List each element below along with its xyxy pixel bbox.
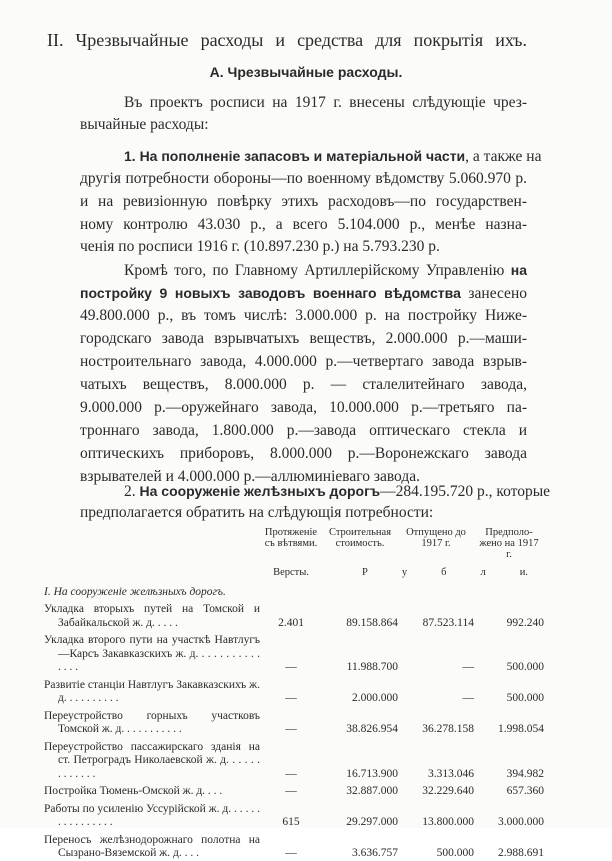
unit-letter: и.	[519, 567, 528, 578]
section-title: II. Чрезвычайные расходы и средства для покрытія ихъ.	[47, 30, 527, 50]
text: занесено	[460, 285, 527, 302]
text: Кромѣ того, по Главному Артиллерійскому Управленію	[124, 262, 511, 279]
paragraph-line: оптическихъ приборовъ, 8.000.000 р.—Воронежскаго завода	[80, 445, 527, 462]
cell-planned: 992.240	[506, 616, 544, 629]
cell-planned: 657.360	[506, 785, 544, 797]
bold-text: на	[510, 262, 527, 278]
cell-cost: 3.636.757	[352, 847, 398, 859]
cell-length: —	[285, 661, 297, 673]
text: 2.	[124, 483, 140, 500]
row-label: Развитіе станціи Навтлугъ Закавказскихъ ж. д. . . . . . . . . .	[44, 678, 260, 704]
cell-length: —	[285, 723, 297, 735]
item-heading: 1. На пополненіе запасовъ и матеріальной части	[124, 148, 466, 164]
col-released: Отпущено до 1917 г.	[406, 527, 466, 549]
cell-cost: 29.297.000	[346, 816, 398, 828]
unit-letter: у	[401, 567, 408, 578]
paragraph-line: другія потребности обороны—по военному вѣдомству 5.060.970 р.	[80, 170, 527, 187]
unit-letter: л	[480, 567, 486, 578]
col-cost: Строительная стоимость.	[328, 527, 392, 549]
cell-length: —	[285, 692, 297, 704]
cell-length: 2.401	[278, 616, 304, 629]
cell-cost: 89.158.864	[346, 616, 398, 629]
table-row	[44, 706, 544, 737]
paragraph-line	[124, 260, 527, 281]
row-label: Работы по усиленію Уссурійской ж. д. . . . . . . . . . . . . . . .	[44, 802, 260, 828]
paragraph-line: городскаго завода взрывчатыхъ веществъ, 2.000.000 р.—маши-	[80, 330, 527, 347]
table-row	[44, 675, 544, 706]
row-label: Переустройство горныхъ участковъ Томской ж. д. . . . . . . . . . .	[44, 709, 260, 735]
subsection-title: А. Чрезвычайные расходы.	[209, 64, 403, 80]
cell-cost: 2.000.000	[352, 692, 398, 704]
cell-length: —	[285, 767, 297, 780]
row-label: Переустройство пассажирскаго зданія на ст. Петроградъ Николаевской ж. д. . . . . . . . . . . . .	[44, 740, 260, 780]
paragraph-line: 9.000.000 р.—оружейнаго завода, 10.000.000 р.—третьяго па-	[80, 399, 527, 416]
table-row	[44, 799, 544, 830]
paragraph-line: чатыхъ веществъ, 8.000.000 р. — сталелитейнаго завода,	[80, 376, 527, 393]
cell-planned: 1.998.054	[498, 723, 544, 735]
cell-planned: 500.000	[506, 661, 544, 673]
cell-planned: 3.000.000	[498, 816, 544, 828]
paragraph-line: Въ проектъ росписи на 1917 г. внесены слѣдующіе чрез-	[124, 94, 527, 111]
text: , а также на	[465, 148, 542, 165]
unit-rubles	[322, 560, 544, 586]
row-label: Переносъ желѣзнодорожнаго полотна на Сызрано-Вяземской ж. д. . . .	[44, 833, 260, 859]
paragraph-line: ному контролю 43.030 р., а всего 5.104.000 р., менѣе назна-	[80, 216, 527, 233]
paragraph-line: вычайные расходы:	[80, 116, 209, 133]
table-row	[44, 781, 544, 799]
table-row	[44, 599, 544, 630]
paragraph-line: ностроительнаго завода, 4.000.000 р.—четвертаго завода взрыв-	[80, 353, 527, 370]
table-section-heading: I. На сооруженіе желѣзныхъ дорогъ.	[44, 585, 226, 598]
row-label: Постройка Тюмень-Омской ж. д. . . .	[44, 785, 223, 797]
cell-released: 500.000	[436, 847, 474, 859]
cell-released: 32.229.640	[422, 785, 474, 797]
cell-cost: 38.826.954	[346, 723, 398, 735]
unit-letter: б	[441, 567, 447, 578]
col-planned: Предполо-жено на 1917 г.	[479, 527, 539, 560]
cell-cost: 32.887.000	[346, 785, 398, 797]
paragraph-line: и на ревизіонную повѣрку этихъ расходовъ—по государствен-	[80, 193, 527, 210]
cell-length: 615	[282, 816, 300, 828]
railway-expenses-table	[44, 527, 544, 861]
paragraph-line: ченія по росписи 1916 г. (10.897.230 р.) на 5.793.230 р.	[80, 238, 440, 255]
cell-cost: 16.713.900	[346, 767, 398, 780]
row-label: Укладка второго пути на участкѣ Навтлугъ—Карсъ Закавказскихъ ж. д. . . . . . . . . . . . . . .	[44, 634, 260, 673]
paragraph-line: троннаго завода, 1.800.000 р.—завода оптическаго стекла и	[80, 422, 527, 439]
paragraph-line	[124, 481, 551, 502]
cell-released: —	[462, 692, 474, 704]
cell-length: —	[285, 847, 297, 859]
row-label: Укладка вторыхъ путей на Томской и Забайкальской ж. д. . . . .	[44, 603, 260, 629]
cell-planned: 500.000	[506, 692, 544, 704]
table-row	[44, 830, 544, 861]
table-row	[44, 737, 544, 782]
unit-versts: Версты.	[273, 567, 309, 578]
item-heading: На сооруженіе желѣзныхъ дорогъ	[139, 483, 381, 499]
cell-length: —	[285, 785, 297, 797]
table-header-row	[44, 527, 544, 560]
item-heading: постройку 9 новыхъ заводовъ военнаго вѣдомства	[80, 285, 461, 301]
cell-released: 3.313.046	[428, 767, 474, 780]
cell-released: —	[462, 661, 474, 673]
paragraph-line	[80, 283, 527, 304]
unit-letter: Р	[362, 567, 368, 578]
cell-released: 87.523.114	[422, 616, 474, 629]
cell-released: 13.800.000	[422, 816, 474, 828]
cell-planned: 394.982	[506, 767, 544, 780]
paragraph-line: 49.800.000 р., въ томъ числѣ: 3.000.000 р. на постройку Ниже-	[80, 307, 527, 324]
text: —284.195.720 р., которые	[380, 483, 551, 500]
cell-planned: 2.988.691	[498, 847, 544, 859]
paragraph-line: предполагается обратить на слѣдующія потребности:	[80, 504, 434, 521]
paragraph-line: взрывателей и 4.000.000 р.—аллюминіеваго завода.	[80, 468, 421, 485]
units-row	[44, 560, 544, 586]
col-length: Протяженіе съ вѣтвями.	[264, 527, 318, 549]
table-row	[44, 630, 544, 675]
paragraph-line	[124, 146, 542, 167]
cell-cost: 11.988.700	[346, 661, 398, 673]
cell-released: 36.278.158	[422, 723, 474, 735]
